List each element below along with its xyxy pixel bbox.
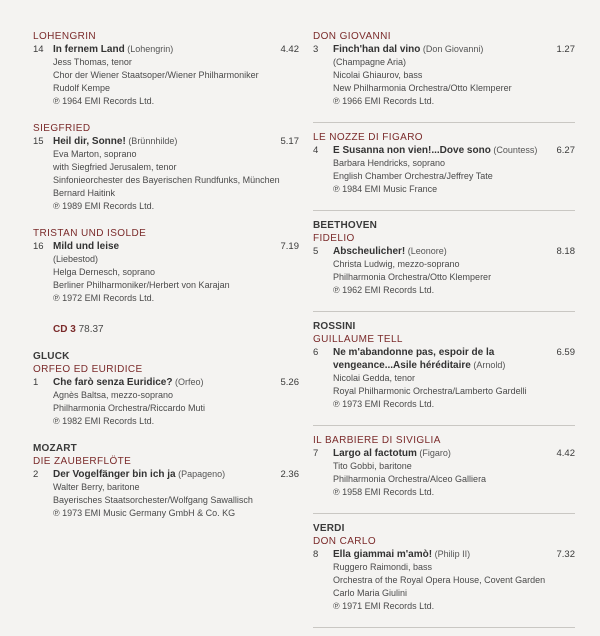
composer-name: MOZART [33,443,77,454]
performer-line: (Liebestod) [53,254,99,264]
track-body [333,447,541,499]
opera-title: LOHENGRIN [33,31,97,42]
performer-line: Rudolf Kempe [53,83,111,93]
work-block [33,227,299,305]
track-duration: 2.36 [280,469,299,480]
opera-title: ORFEO ED EURIDICE [33,364,143,375]
section-divider [313,122,575,123]
track-duration: 5.17 [280,136,299,147]
track-duration: 6.27 [556,145,575,156]
performer-line: English Chamber Orchestra/Jeffrey Tate [333,171,493,181]
performer-line: Carlo Maria Giulini [333,588,408,598]
track-title-line [333,359,541,372]
track-role: (Orfeo) [175,377,204,387]
copyright-line: ℗ 1966 EMI Records Ltd. [333,96,435,106]
copyright-line: ℗ 1973 EMI Music Germany GmbH & Co. KG [53,508,236,518]
track-title: In fernem Land [53,44,125,55]
track-number: 15 [33,136,44,147]
section-divider [313,425,575,426]
opera-title: DON CARLO [313,536,377,547]
performer-line: Bayerisches Staatsorchester/Wolfgang Sawallisch [53,495,253,505]
track-title-line [53,376,265,389]
performer-line: Ruggero Raimondi, bass [333,562,433,572]
track-title-line [333,346,541,359]
composer-name: ROSSINI [313,321,356,332]
performer-line: with Siegfried Jerusalem, tenor [53,162,177,172]
opera-title: GUILLAUME TELL [313,334,403,345]
track-title-line [53,240,265,253]
performer-line: Sinfonieorchester des Bayerischen Rundfunks, München [53,175,280,185]
track-number: 6 [313,347,319,358]
track-title: Mild und leise [53,241,120,252]
track-role: (Brünnhilde) [128,136,178,146]
performer-line: Bernard Haitink [53,188,116,198]
track-role: (Arnold) [473,360,506,370]
track-title: Der Vogelfänger bin ich ja [53,469,176,480]
track-title-line [333,245,541,258]
track-body [53,43,265,108]
performer-line: Walter Berry, baritone [53,482,140,492]
work-block [313,219,575,297]
track-title: E Susanna non vien!...Dove sono [333,145,491,156]
work-block [313,131,575,196]
performer-line: Philharmonia Orchestra/Alceo Galliera [333,474,487,484]
performer-line: Christa Ludwig, mezzo-soprano [333,259,460,269]
track-number: 7 [313,448,319,459]
track-duration: 1.27 [556,44,575,55]
track-number: 4 [313,145,319,156]
performer-line: Chor der Wiener Staatsoper/Wiener Philharmoniker [53,70,259,80]
opera-title: DON GIOVANNI [313,31,391,42]
track-entry [33,135,299,213]
performer-line: (Champagne Aria) [333,57,407,67]
work-block [33,350,299,428]
track-entry [33,468,299,520]
track-role: (Lohengrin) [127,44,174,54]
track-number: 14 [33,44,44,55]
performer-line: Philharmonia Orchestra/Otto Klemperer [333,272,492,282]
track-body [333,144,541,196]
track-entry [33,43,299,108]
performer-line: Tito Gobbi, baritone [333,461,412,471]
performer-line: Philharmonia Orchestra/Riccardo Muti [53,403,206,413]
track-body [53,376,265,428]
track-title-line [53,468,265,481]
performer-line: Barbara Hendricks, soprano [333,158,446,168]
track-body [333,346,541,411]
performer-line: Helga Dernesch, soprano [53,267,156,277]
opera-title: LE NOZZE DI FIGARO [313,132,423,143]
opera-title: TRISTAN UND ISOLDE [33,228,147,239]
work-block [313,522,575,613]
performer-line: Jess Thomas, tenor [53,57,132,67]
track-duration: 4.42 [556,448,575,459]
track-title: Abscheulicher! [333,246,406,257]
track-title: Ella giammai m'amò! [333,549,433,560]
track-number: 1 [33,377,39,388]
section-divider [313,513,575,514]
track-body [53,135,280,213]
track-role: (Philip II) [434,549,471,559]
track-body [333,43,541,108]
track-entry [33,240,299,305]
track-body [53,240,265,305]
work-block [33,442,299,520]
track-title: Largo al factotum [333,448,417,459]
opera-title: DIE ZAUBERFLÖTE [33,456,132,467]
copyright-line: ℗ 1989 EMI Records Ltd. [53,201,155,211]
track-duration: 4.42 [280,44,299,55]
track-entry [313,346,575,411]
copyright-line: ℗ 1973 EMI Records Ltd. [333,399,435,409]
opera-title: FIDELIO [313,233,355,244]
track-role: (Leonore) [407,246,447,256]
work-block [313,30,575,108]
track-duration: 5.26 [280,377,299,388]
cd-label: CD 3 [53,324,76,335]
track-entry [313,548,575,613]
track-title-line [53,43,265,56]
right-column [313,30,575,636]
track-title-cont: vengeance...Asile héréditaire [333,360,471,371]
copyright-line: ℗ 1958 EMI Records Ltd. [333,487,435,497]
cd-header [53,323,299,336]
track-role: (Papageno) [178,469,226,479]
track-body [53,468,265,520]
track-entry [313,43,575,108]
section-divider [313,311,575,312]
track-body [333,548,546,613]
copyright-line: ℗ 1972 EMI Records Ltd. [53,293,155,303]
track-number: 3 [313,44,319,55]
copyright-line: ℗ 1962 EMI Records Ltd. [333,285,435,295]
performer-line: Agnès Baltsa, mezzo-soprano [53,390,174,400]
track-title-line [333,144,541,157]
track-title-line [333,548,541,561]
track-entry [313,144,575,196]
work-block [313,434,575,499]
track-title: Ne m'abandonne pas, espoir de la [333,347,495,358]
performer-line: Orchestra of the Royal Opera House, Covent Garden [333,575,546,585]
track-entry [33,376,299,428]
track-number: 2 [33,469,39,480]
performer-line: Royal Philharmonic Orchestra/Lamberto Gardelli [333,386,527,396]
track-duration: 8.18 [556,246,575,257]
copyright-line: ℗ 1971 EMI Records Ltd. [333,601,435,611]
cd-total-time: 78.37 [78,324,104,335]
performer-line: New Philharmonia Orchestra/Otto Klemperer [333,83,512,93]
track-entry [313,245,575,297]
copyright-line: ℗ 1984 EMI Music France [333,184,438,194]
track-number: 16 [33,241,44,252]
performer-line: Nicolai Ghiaurov, bass [333,70,423,80]
track-title-line [333,43,541,56]
track-duration: 6.59 [556,347,575,358]
track-title-line [333,447,541,460]
track-role: (Figaro) [419,448,451,458]
performer-line: Berliner Philharmoniker/Herbert von Karajan [53,280,230,290]
work-block [313,320,575,411]
copyright-line: ℗ 1982 EMI Records Ltd. [53,416,155,426]
track-title-line [53,135,265,148]
work-block [33,122,299,213]
section-divider [313,210,575,211]
track-body [333,245,541,297]
track-duration: 7.19 [280,241,299,252]
track-title: Heil dir, Sonne! [53,136,126,147]
left-column [33,30,299,534]
composer-name: BEETHOVEN [313,220,378,231]
opera-title: SIEGFRIED [33,123,91,134]
opera-title: IL BARBIERE DI SIVIGLIA [313,435,441,446]
track-number: 8 [313,549,319,560]
track-duration: 7.32 [556,549,575,560]
copyright-line: ℗ 1964 EMI Records Ltd. [53,96,155,106]
section-divider [313,627,575,628]
track-number: 5 [313,246,319,257]
performer-line: Nicolai Gedda, tenor [333,373,416,383]
performer-line: Eva Marton, soprano [53,149,137,159]
composer-name: VERDI [313,523,345,534]
composer-name: GLUCK [33,351,70,362]
track-title: Che farò senza Euridice? [53,377,173,388]
track-role: (Countess) [493,145,538,155]
track-entry [313,447,575,499]
track-role: (Don Giovanni) [422,44,484,54]
work-block [33,30,299,108]
track-title: Finch'han dal vino [333,44,421,55]
